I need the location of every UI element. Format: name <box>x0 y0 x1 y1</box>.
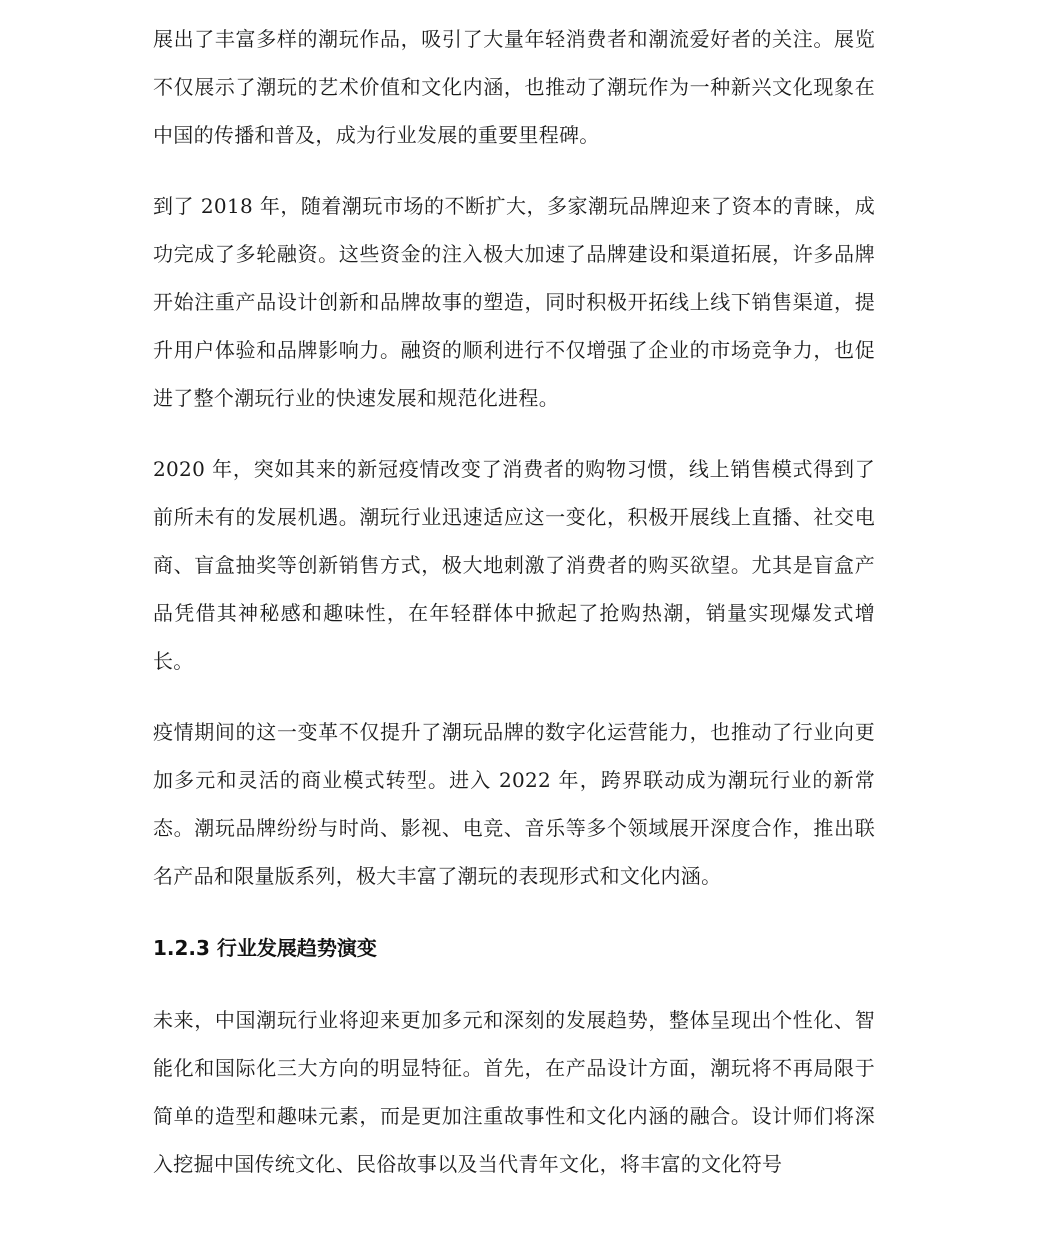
section-heading: 1.2.3 行业发展趋势演变 <box>153 936 377 960</box>
paragraph-2022-crossover: 疫情期间的这一变革不仅提升了潮玩品牌的数字化运营能力，也推动了行业向更加多元和灵活的商业模式转型。进入 2022 年，跨界联动成为潮玩行业的新常态。潮玩品牌纷纷与时尚、影视、电竞、音乐等多个领域展开深度合作，推出联名产品和限量版系列，极大丰富了潮玩的表现形式和文化内涵。 <box>153 720 875 888</box>
paragraph-2020-pandemic: 2020 年，突如其来的新冠疫情改变了消费者的购物习惯，线上销售模式得到了前所未有的发展机遇。潮玩行业迅速适应这一变化，积极开展线上直播、社交电商、盲盒抽奖等创新销售方式，极大地刺激了消费者的购买欲望。尤其是盲盒产品凭借其神秘感和趣味性，在年轻群体中掀起了抢购热潮，销量实现爆发式增长。 <box>153 457 875 673</box>
paragraph-exhibition: 展出了丰富多样的潮玩作品，吸引了大量年轻消费者和潮流爱好者的关注。展览不仅展示了潮玩的艺术价值和文化内涵，也推动了潮玩作为一种新兴文化现象在中国的传播和普及，成为行业发展的重要里程碑。 <box>153 27 875 147</box>
paragraph-2018-financing: 到了 2018 年，随着潮玩市场的不断扩大，多家潮玩品牌迎来了资本的青睐，成功完成了多轮融资。这些资金的注入极大加速了品牌建设和渠道拓展，许多品牌开始注重产品设计创新和品牌故事的塑造，同时积极开拓线上线下销售渠道，提升用户体验和品牌影响力。融资的顺利进行不仅增强了企业的市场竞争力，也促进了整个潮玩行业的快速发展和规范化进程。 <box>153 194 875 410</box>
paragraph-future-trends: 未来，中国潮玩行业将迎来更加多元和深刻的发展趋势，整体呈现出个性化、智能化和国际化三大方向的明显特征。首先，在产品设计方面，潮玩将不再局限于简单的造型和趣味元素，而是更加注重故事性和文化内涵的融合。设计师们将深入挖掘中国传统文化、民俗故事以及当代青年文化，将丰富的文化符号 <box>153 1008 875 1176</box>
